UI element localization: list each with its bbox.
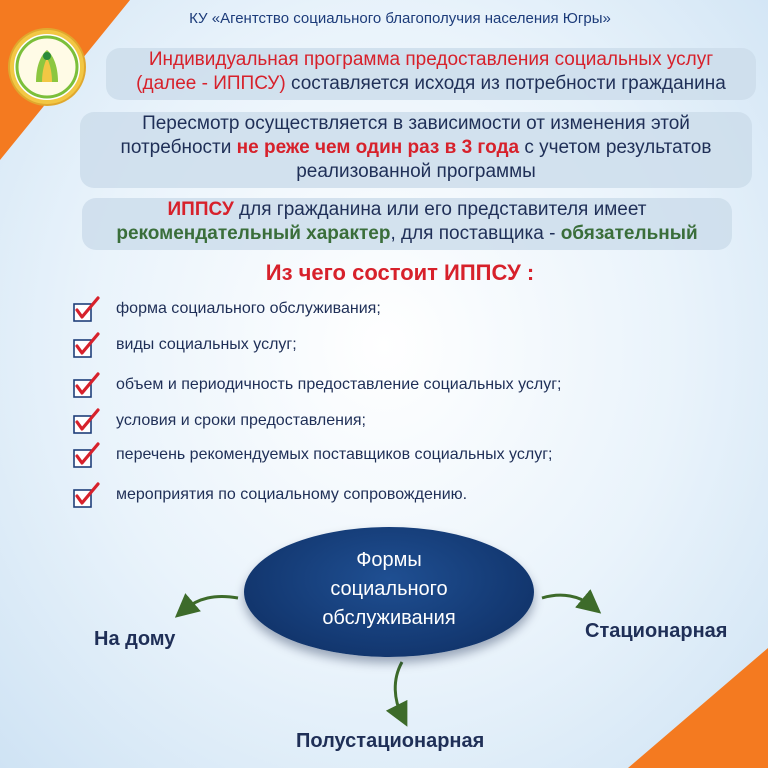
list-item-text: мероприятия по социальному сопровождению. bbox=[116, 486, 468, 503]
arrow-right-icon bbox=[542, 595, 592, 606]
service-forms-center bbox=[244, 527, 534, 657]
revision-info-box bbox=[80, 112, 752, 188]
ippsu-nature-box bbox=[82, 198, 732, 250]
center-line3: обслуживания bbox=[322, 607, 456, 629]
revision-line2-start: потребности bbox=[120, 137, 237, 158]
nature-recommendatory: рекомендательный характер bbox=[116, 223, 391, 244]
list-item bbox=[70, 482, 750, 510]
agency-emblem-icon bbox=[10, 30, 84, 104]
revision-line3: реализованной программы bbox=[296, 161, 536, 182]
checkbox-checked-icon bbox=[70, 296, 102, 324]
definition-line2: составляется исходя из потребности гражданина bbox=[285, 73, 726, 94]
organization-name: КУ «Агентство социального благополучия населения Югры» bbox=[189, 10, 611, 27]
nature-line1: для гражданина или его представителя имеет bbox=[233, 199, 647, 220]
list-item-text: объем и периодичность предоставление социальных услуг; bbox=[116, 376, 562, 393]
list-item bbox=[70, 296, 750, 324]
revision-line1: Пересмотр осуществляется в зависимости от изменения этой bbox=[142, 113, 690, 134]
checkbox-checked-icon bbox=[70, 332, 102, 360]
checkbox-checked-icon bbox=[70, 482, 102, 510]
list-item-text: условия и сроки предоставления; bbox=[116, 412, 366, 429]
list-item bbox=[70, 442, 750, 470]
list-item-text: перечень рекомендуемых поставщиков социальных услуг; bbox=[116, 446, 553, 463]
checkbox-checked-icon bbox=[70, 442, 102, 470]
form-semi-stationary: Полустационарная bbox=[296, 730, 485, 752]
list-item-text: форма социального обслуживания; bbox=[116, 300, 381, 317]
checkbox-checked-icon bbox=[70, 372, 102, 400]
corner-decoration-bottom-right bbox=[628, 648, 768, 768]
list-item bbox=[70, 372, 750, 400]
arrow-left-icon bbox=[184, 597, 238, 611]
arrow-down-icon bbox=[395, 662, 402, 716]
form-at-home: На дому bbox=[94, 628, 176, 650]
list-item bbox=[70, 332, 750, 360]
composition-heading: Из чего состоит ИППСУ : bbox=[265, 260, 535, 285]
nature-line2-mid: , для поставщика - bbox=[390, 223, 561, 244]
list-item bbox=[70, 408, 750, 436]
nature-ippsu-label: ИППСУ bbox=[167, 199, 234, 220]
revision-line2-end: с учетом результатов bbox=[519, 137, 712, 158]
definition-line1: Индивидуальная программа предоставления социальных услуг bbox=[148, 49, 714, 70]
revision-frequency: не реже чем один раз в 3 года bbox=[236, 137, 520, 158]
checkbox-checked-icon bbox=[70, 408, 102, 436]
form-stationary: Стационарная bbox=[585, 620, 728, 642]
ippsu-definition-box bbox=[106, 48, 756, 100]
nature-mandatory: обязательный bbox=[560, 223, 698, 244]
list-item-text: виды социальных услуг; bbox=[116, 336, 297, 353]
center-line1: Формы bbox=[356, 549, 422, 571]
center-line2: социального bbox=[330, 578, 448, 600]
definition-abbreviation: (далее - ИППСУ) bbox=[136, 73, 286, 94]
